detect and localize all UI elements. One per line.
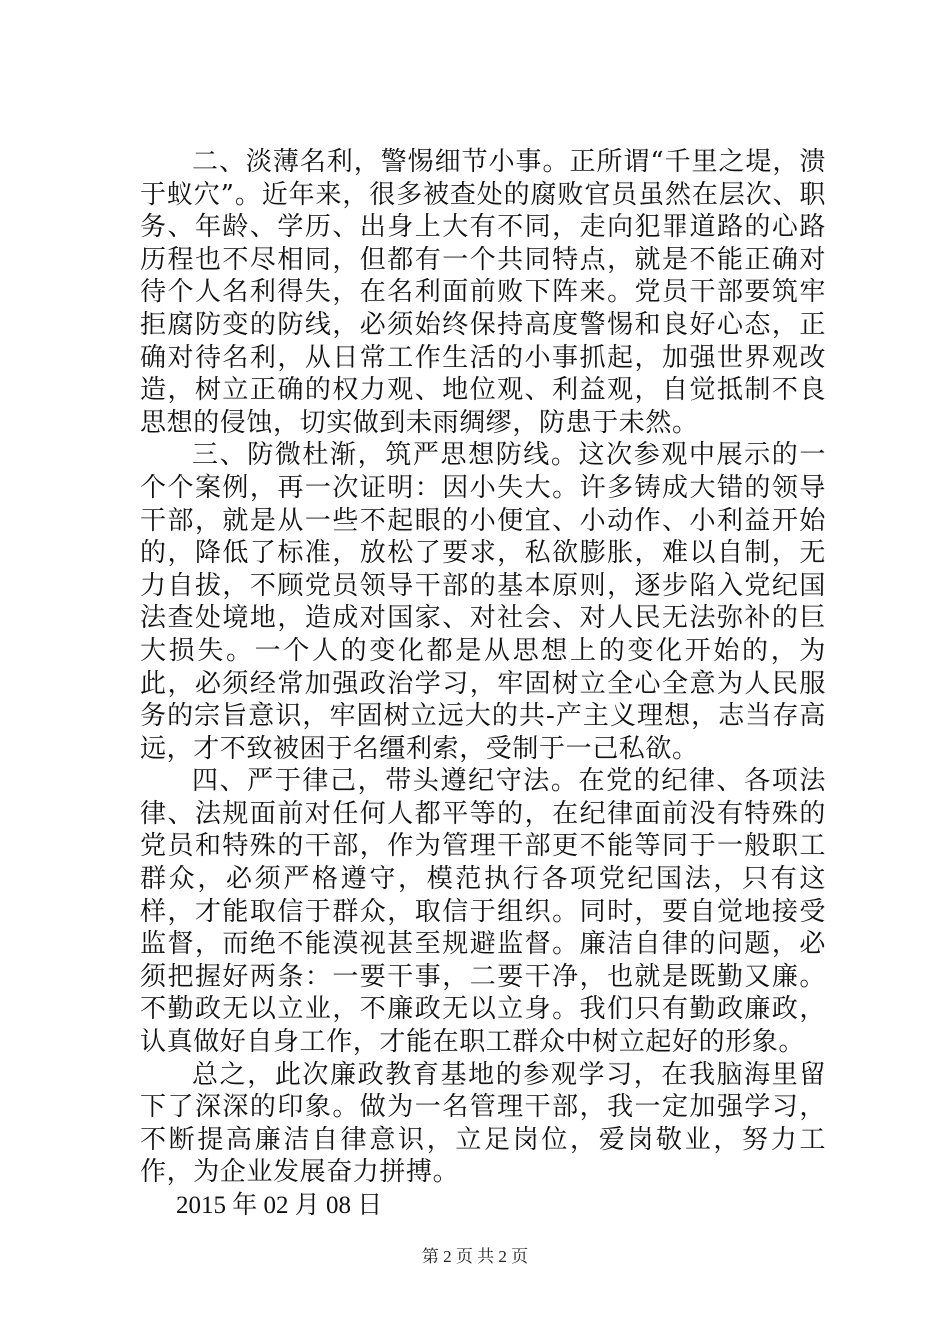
page-number-footer: 第 2 页 共 2 页: [421, 1247, 529, 1266]
paragraph-4: 四、严于律己，带头遵纪守法。在党的纪律、各项法律、法规面前对任何人都平等的，在纪律面前没有特殊的党员和特殊的干部，作为管理干部更不能等同于一般职工群众，必须严格遵守，模范执行各项党纪国法，只有这样，才能取信于群众，取信于组织。同时，要自觉地接受监督，而绝不能漠视甚至规避监督。廉洁自律的问题，必须把握好两条：一要干事，二要干净，也就是既勤又廉。不勤政无以立业，不廉政无以立身。我们只有勤政廉政，认真做好自身工作，才能在职工群众中树立起好的形象。: [140, 766, 826, 1058]
document-body: [140, 146, 826, 1222]
paragraph-3: 三、防微杜渐，筑严思想防线。这次参观中展示的一个个案例，再一次证明：因小失大。许多铸成大错的领导干部，就是从一些不起眼的小便宜、小动作、小利益开始的，降低了标准，放松了要求，私欲膨胀，难以自制，无力自拔，不顾党员领导干部的基本原则，逐步陷入党纪国法查处境地，造成对国家、对社会、对人民无法弥补的巨大损失。一个人的变化都是从思想上的变化开始的，为此，必须经常加强政治学习，牢固树立全心全意为人民服务的宗旨意识，牢固树立远大的共-产主义理想，志当存高远，才不致被困于名缰利索，受制于一己私欲。: [140, 440, 826, 764]
document-date: 2015 年 02 月 08 日: [176, 1192, 383, 1219]
paragraph-2: 二、淡薄名利，警惕细节小事。正所谓“千里之堤，溃于蚁穴”。近年来，很多被查处的腐败官员虽然在层次、职务、年龄、学历、出身上大有不同，走向犯罪道路的心路历程也不尽相同，但都有一个共同特点，就是不能正确对待个人名利得失，在名利面前败下阵来。党员干部要筑牢拒腐防变的防线，必须始终保持高度警惕和良好心态，正确对待名利，从日常工作生活的小事抓起，加强世界观改造，树立正确的权力观、地位观、利益观，自觉抵制不良思想的侵蚀，切实做到未雨绸缪，防患于未然。: [140, 147, 826, 438]
paragraph-conclusion: 总之，此次廉政教育基地的参观学习，在我脑海里留下了深深的印象。做为一名管理干部，我一定加强学习，不断提高廉洁自律意识，立足岗位，爱岗敬业，努力工作，为企业发展奋力拼搏。: [140, 1059, 826, 1188]
